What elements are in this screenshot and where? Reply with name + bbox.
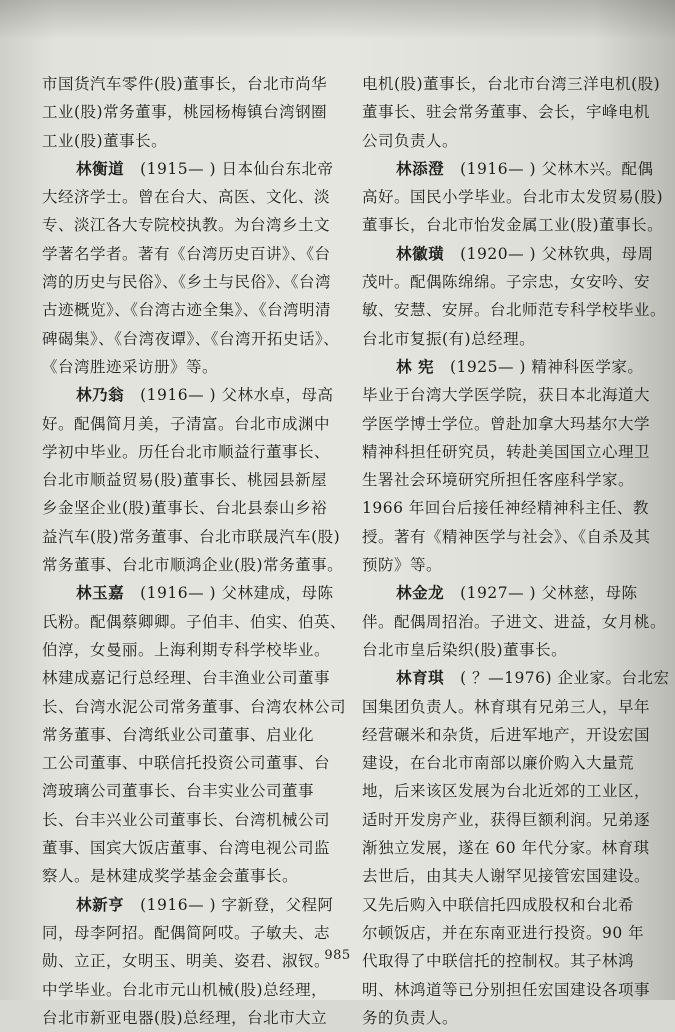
text-line [362, 98, 672, 126]
line-text: (1916— ) 字新登，父程阿 [140, 895, 334, 914]
line-text: 经营碾米和杂货，后进军地产，开设宏国 [362, 725, 651, 744]
line-text: 常务董事、台湾纸业公司董事、启业化 [42, 725, 315, 744]
line-text: 工公司董事、中联信托投资公司董事、台 [42, 754, 331, 773]
entry-name: 林育琪 [396, 668, 445, 688]
line-text: 去世后，由其夫人谢罕见接管宏国建设。 [362, 867, 651, 886]
entry-name: 林乃翁 [76, 385, 125, 405]
text-line [42, 693, 347, 721]
text-line [362, 721, 672, 749]
text-line [362, 1004, 672, 1032]
text-line [42, 466, 347, 494]
line-text: 湾的历史与民俗》、《乡土与民俗》、《台湾 [42, 273, 332, 292]
line-text: 常务董事、台北市顺鸿企业(股)常务董事。 [42, 556, 344, 575]
line-text: 建设，在台北市南部以廉价购入大量荒 [362, 754, 635, 773]
line-text: 台北市皇后染织(股)董事长。 [362, 640, 568, 659]
line-text: 茂叶。配偶陈绵绵。子宗忠，女安吟、安 [362, 273, 651, 292]
line-text: 伯淳，女曼丽。上海利期专科学校毕业。 [42, 640, 331, 659]
text-line [42, 410, 347, 438]
text-line [362, 608, 672, 636]
text-line [42, 976, 347, 1004]
right-text-column [362, 70, 672, 1032]
text-line [42, 325, 347, 353]
line-text: 乡金坚企业(股)董事长、台北县泰山乡裕 [42, 499, 328, 518]
line-text: 毕业于台湾大学医学院，获日本北海道大 [362, 386, 651, 405]
entry-name: 林添澄 [396, 158, 445, 178]
line-text: 公司负责人。 [362, 131, 459, 150]
line-text: 大经济学士。曾在台大、高医、文化、淡 [42, 188, 331, 207]
text-line [42, 749, 347, 777]
text-line [42, 777, 347, 805]
text-line [42, 70, 347, 98]
text-line [362, 862, 672, 890]
text-line [362, 325, 672, 353]
text-line [362, 636, 672, 664]
line-text: (1916— ) 父林木兴。配偶 [460, 159, 654, 178]
text-line [42, 98, 347, 126]
text-line [42, 183, 347, 211]
text-line [362, 183, 672, 211]
line-text: 勋、立正，女明玉、明美、姿君、淑钗。 [42, 952, 331, 971]
entry-name: 林金龙 [396, 583, 445, 603]
text-line [362, 891, 672, 919]
entry-name: 林玉嘉 [76, 583, 125, 603]
line-text: 专、淡江各大专院校执教。为台湾乡土文 [42, 216, 331, 235]
text-line [362, 438, 672, 466]
line-text: 同，母李阿招。配偶简阿哎。子敏夫、志 [42, 923, 331, 942]
line-text: (1915— ) 日本仙台东北帝 [140, 159, 334, 178]
line-text: (1920— ) 父林钦典，母周 [460, 244, 654, 263]
line-text: 授。著有《精神医学与社会》、《自杀及其 [362, 527, 651, 546]
line-text: 生署社会环境研究所担任客座科学家。 [362, 471, 635, 490]
text-line [42, 551, 347, 579]
line-text: 中学毕业。台北市元山机械(股)总经理， [42, 980, 328, 999]
text-line [42, 438, 347, 466]
left-text-column [42, 70, 347, 1032]
text-line [362, 70, 672, 98]
text-line [42, 1004, 347, 1032]
line-text: 代取得了中联信托的控制权。其子林鸿 [362, 952, 635, 971]
text-line [362, 296, 672, 324]
line-text: (1927— ) 父林慈，母陈 [460, 584, 638, 603]
text-line [42, 155, 347, 183]
line-text: 适时开发房产业，获得巨额利润。兄弟逐 [362, 810, 651, 829]
text-line [42, 353, 347, 381]
line-text: 渐独立发展，遂在 60 年代分家。林育琪 [362, 839, 650, 858]
text-line [42, 891, 347, 919]
text-line [42, 636, 347, 664]
text-line [42, 211, 347, 239]
text-line [42, 862, 347, 890]
line-text: 长、台丰兴业公司董事长、台湾机械公司 [42, 810, 331, 829]
line-text: 国集团负责人。林育琪有兄弟三人，早年 [362, 697, 651, 716]
line-text: 湾玻璃公司董事长、台丰实业公司董事 [42, 782, 315, 801]
text-line [362, 127, 672, 155]
text-line [362, 353, 672, 381]
text-line [362, 381, 672, 409]
line-text: 董事长、驻会常务董事、会长，宇峰电机 [362, 103, 651, 122]
text-line [362, 523, 672, 551]
text-line [362, 749, 672, 777]
text-line [42, 919, 347, 947]
line-text: 伴。配偶周招治。子进文、进益，女月桃。 [362, 612, 667, 631]
text-line [42, 579, 347, 607]
line-text: 学医学博士学位。曾赴加拿大玛基尔大学 [362, 414, 651, 433]
text-line [362, 410, 672, 438]
line-text: 好。配偶简月美，子清富。台北市成渊中 [42, 414, 331, 433]
line-text: 氏粉。配偶蔡卿卿。子伯丰、伯实、伯英、 [42, 612, 347, 631]
text-line [362, 777, 672, 805]
line-text: 学初中毕业。历任台北市顺益行董事长、 [42, 442, 331, 461]
line-text: 学著名学者。著有《台湾历史百讲》、《台 [42, 244, 331, 263]
text-line [42, 806, 347, 834]
line-text: 地，后来该区发展为台北近郊的工业区， [362, 782, 651, 801]
text-line [42, 494, 347, 522]
text-line [362, 211, 672, 239]
line-text: 台北市顺益贸易(股)董事长、桃园县新屋 [42, 471, 328, 490]
text-line [362, 834, 672, 862]
line-text: ( ？—1976) 企业家。台北宏 [460, 669, 670, 688]
text-line [42, 523, 347, 551]
line-text: 预防》等。 [362, 556, 443, 575]
text-line [362, 579, 672, 607]
text-line [42, 834, 347, 862]
line-text: 1966 年回台后接任神经精神科主任、教 [362, 499, 649, 518]
page-number: 985 [324, 948, 351, 963]
line-text: 台北市复振(有)总经理。 [362, 329, 536, 348]
text-line [362, 976, 672, 1004]
line-text: 高好。国民小学毕业。台北市太发贸易(股) [362, 188, 664, 207]
line-text: 又先后购入中联信托四成股权和台北希 [362, 895, 635, 914]
line-text: 益汽车(股)常务董事、台北市联晟汽车(股) [42, 527, 341, 546]
line-text: 察人。是林建成奖学基金会董事长。 [42, 867, 299, 886]
text-line [42, 240, 347, 268]
text-line [362, 240, 672, 268]
line-text: (1925— ) 精神科医学家。 [450, 357, 644, 376]
text-line [362, 268, 672, 296]
line-text: 敏、安慧、安屏。台北师范专科学校毕业。 [362, 301, 667, 320]
line-text: (1916— ) 父林水卓，母高 [140, 386, 334, 405]
text-line [362, 919, 672, 947]
line-text: 明、林鸿道等已分别担任宏国建设各项事 [362, 980, 651, 999]
entry-name: 林 宪 [396, 356, 434, 376]
entry-name: 林新亨 [76, 894, 125, 914]
text-line [362, 155, 672, 183]
text-line [42, 381, 347, 409]
line-text: 古迹概览》、《台湾古迹全集》、《台湾明清 [42, 301, 332, 320]
text-line [362, 551, 672, 579]
line-text: 碑碣集》、《台湾夜谭》、《台湾开拓史话》、 [42, 329, 340, 348]
line-text: 市国货汽车零件(股)董事长，台北市尚华 [42, 75, 328, 93]
text-line [42, 127, 347, 155]
line-text: 精神科担任研究员，转赴美国国立心理卫 [362, 442, 651, 461]
text-line [42, 268, 347, 296]
line-text: 工业(股)常务董事，桃园杨梅镇台湾钢圈 [42, 103, 328, 122]
entry-name: 林衡道 [76, 158, 125, 178]
text-line [42, 608, 347, 636]
text-line [362, 693, 672, 721]
line-text: 董事长，台北市怡发金属工业(股)董事长。 [362, 216, 664, 235]
line-text: 工业(股)董事长。 [42, 131, 168, 150]
line-text: 董事、国宾大饭店董事、台湾电视公司监 [42, 839, 331, 858]
line-text: 《台湾胜迹采访册》等。 [42, 357, 219, 376]
line-text: 尔顿饭店，并在东南亚进行投资。90 年 [362, 923, 645, 942]
text-line [42, 664, 347, 692]
entry-name: 林徽璜 [396, 243, 445, 263]
text-line [362, 466, 672, 494]
line-text: 长、台湾水泥公司常务董事、台湾农林公司 [42, 697, 347, 716]
text-line [42, 296, 347, 324]
line-text: 务的负责人。 [362, 1008, 459, 1027]
text-line [362, 494, 672, 522]
page-shadow [0, 0, 675, 40]
text-line [42, 721, 347, 749]
text-line [362, 806, 672, 834]
line-text: 林建成嘉记行总经理、台丰渔业公司董事 [42, 669, 331, 688]
line-text: (1916— ) 父林建成，母陈 [140, 584, 334, 603]
text-line [362, 664, 672, 692]
line-text: 台北市新亚电器(股)总经理，台北市大立 [42, 1008, 328, 1027]
line-text: 电机(股)董事长，台北市台湾三洋电机(股) [362, 75, 661, 93]
